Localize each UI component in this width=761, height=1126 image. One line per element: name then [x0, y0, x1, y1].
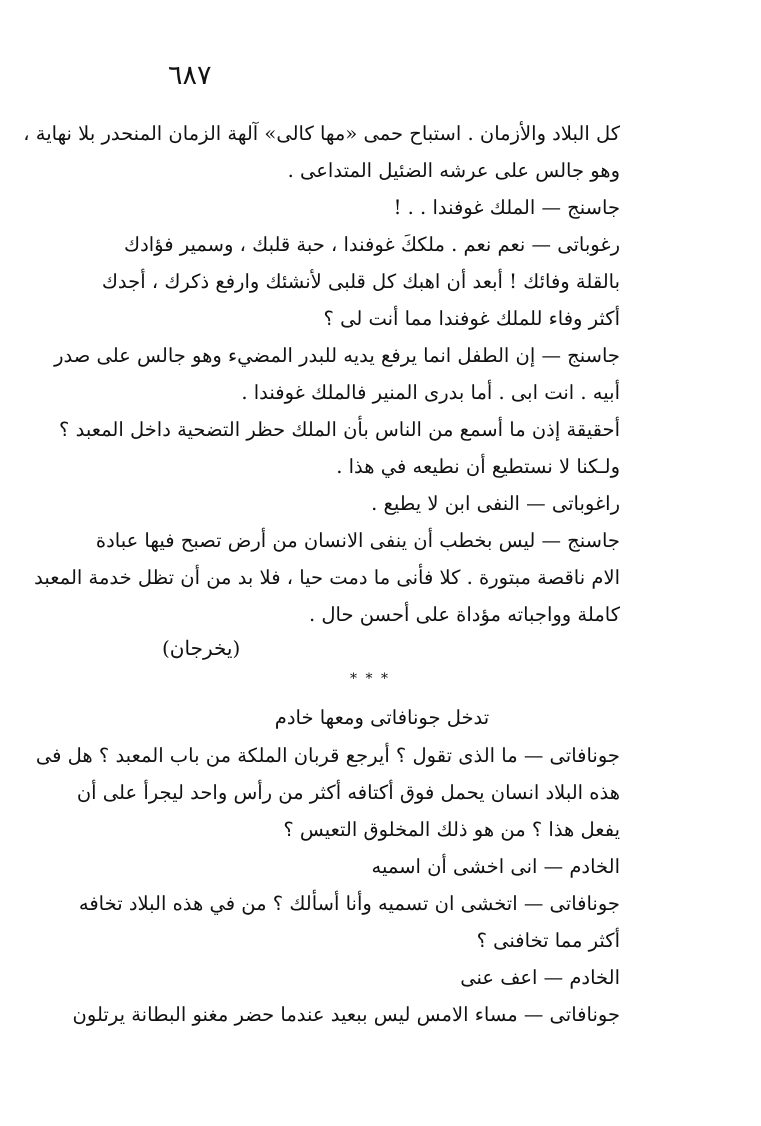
text-line-7: جاسنج — إن الطفل انما يرفع يديه للبدر المضيء وهو جالس على صدر	[54, 344, 620, 367]
scene-heading: تدخل جونافاتى ومعها خادم	[274, 706, 490, 729]
text-line-22: جونافاتى — مساء الامس ليس ببعيد عندما حضر مغنو البطانة يرتلون	[72, 1003, 620, 1026]
text-line-13: الام ناقصة مبتورة . كلا فأنى ما دمت حيا ، فلا بد من أن تظل خدمة المعبد	[34, 566, 620, 589]
text-line-15: جونافاتى — ما الذى تقول ؟ أيرجع قربان الملكة من باب المعبد ؟ هل فى	[35, 744, 620, 767]
text-line-12: جاسنج — ليس بخطب أن ينفى الانسان من أرض تصبح فيها عبادة	[95, 529, 620, 552]
text-line-11: راغوباتى — النفى ابن لا يطيع .	[371, 492, 620, 515]
text-line-2: وهو جالس على عرشه الضئيل المتداعى .	[287, 159, 620, 182]
section-separator-stars: * * *	[350, 671, 390, 687]
text-line-8: أبيه . انت ابى . أما بدرى المنير فالملك غوفندا .	[241, 381, 620, 404]
text-line-16: هذه البلاد انسان يحمل فوق أكتافه أكثر من رأس واحد ليجرأ على أن	[76, 781, 620, 804]
text-line-10: ولـكنا لا نستطيع أن نطيعه في هذا .	[336, 455, 620, 478]
text-line-19: جونافاتى — اتخشى ان تسميه وأنا أسألك ؟ من في هذه البلاد تخافه	[78, 892, 620, 915]
text-line-6: أكثر وفاء للملك غوفندا مما أنت لى ؟	[323, 307, 620, 330]
stage-direction: (يخرجان)	[162, 636, 241, 660]
text-line-14: كاملة وواجباته مؤداة على أحسن حال .	[308, 603, 620, 626]
text-line-20: أكثر مما تخافنى ؟	[476, 929, 620, 952]
text-line-18: الخادم — انى اخشى أن اسميه	[371, 855, 620, 878]
text-line-3: جاسنج — الملك غوفندا . . !	[393, 196, 620, 219]
text-line-4: رغوباتى — نعم نعم . ملككَ غوفندا ، حبة قلبك ، وسمير فؤادك	[124, 233, 620, 256]
text-line-9: أحقيقة إذن ما أسمع من الناس بأن الملك حظر التضحية داخل المعبد ؟	[59, 418, 620, 441]
text-line-5: بالقلة وفائك ! أبعد أن اهبك كل قلبى لأنشئك وارفع ذكرك ، أجدك	[101, 270, 620, 293]
text-line-21: الخادم — اعف عنى	[460, 966, 620, 989]
text-line-17: يفعل هذا ؟ من هو ذلك المخلوق التعيس ؟	[283, 818, 620, 841]
text-line-1: كل البلاد والأزمان . استباح حمى «مها كالى» آلهة الزمان المنحدر بلا نهاية ،	[23, 122, 620, 145]
page-number: ٦٨٧	[168, 60, 212, 91]
